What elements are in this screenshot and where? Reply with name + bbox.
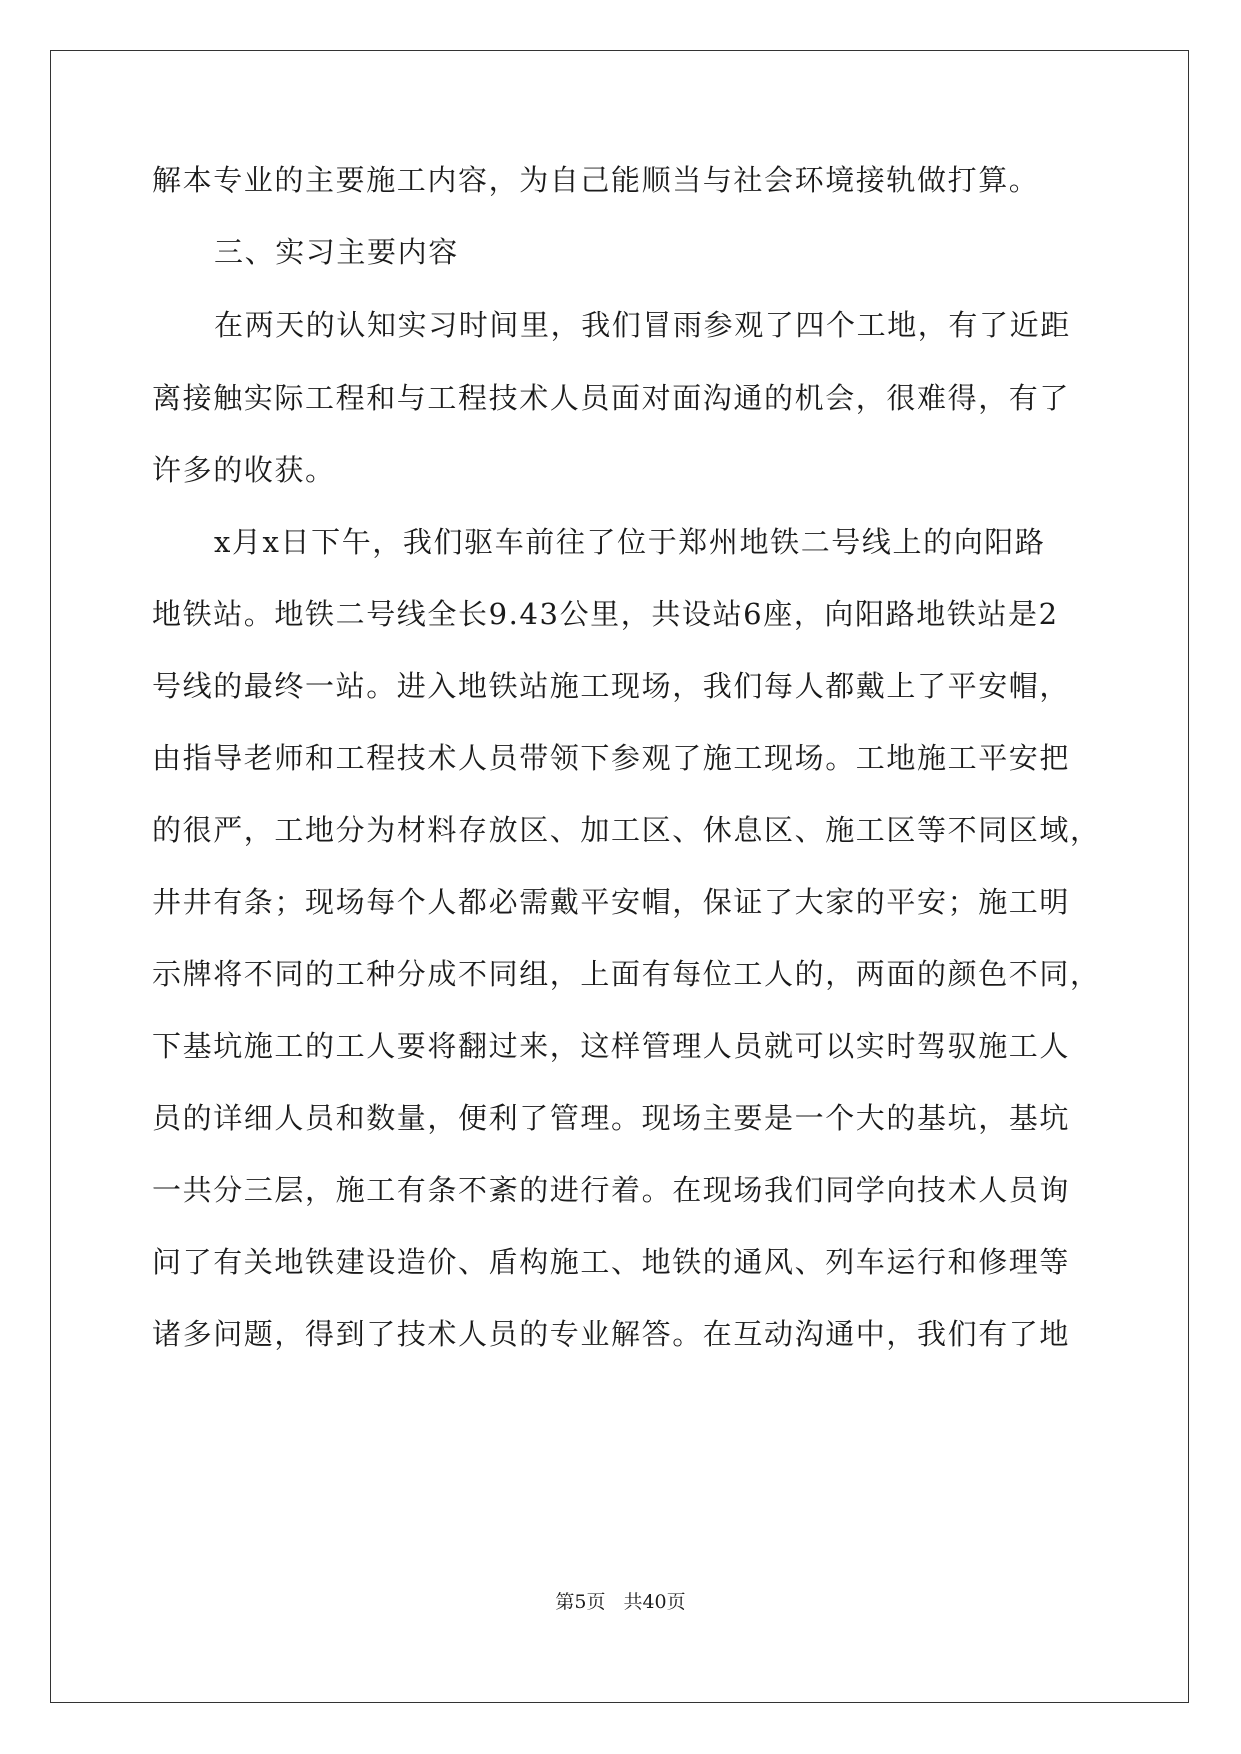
page-total: 共40页 — [623, 1591, 686, 1613]
text-line: 诸多问题，得到了技术人员的专业解答。在互动沟通中，我们有了地 — [152, 1317, 1071, 1351]
text-line: 解本专业的主要施工内容，为自己能顺当与社会环境接轨做打算。 — [152, 163, 1040, 197]
text-line: 员的详细人员和数量，便利了管理。现场主要是一个大的基坑，基坑 — [152, 1101, 1071, 1135]
text-line: 的很严，工地分为材料存放区、加工区、休息区、施工区等不同区域， — [152, 813, 1101, 847]
text-line: 问了有关地铁建设造价、盾构施工、地铁的通风、列车运行和修理等 — [152, 1245, 1071, 1279]
page-number: 第5页 — [555, 1591, 606, 1613]
text-line: 下基坑施工的工人要将翻过来，这样管理人员就可以实时驾驭施工人 — [152, 1029, 1071, 1063]
text-line: 一共分三层，施工有条不紊的进行着。在现场我们同学向技术人员询 — [152, 1173, 1071, 1207]
text-line: 地铁站。地铁二号线全长9.43公里，共设站6座，向阳路地铁站是2 — [152, 597, 1059, 631]
text-line: x月x日下午，我们驱车前往了位于郑州地铁二号线上的向阳路 — [214, 525, 1046, 559]
text-line: 在两天的认知实习时间里，我们冒雨参观了四个工地，有了近距 — [214, 308, 1071, 342]
text-line: 由指导老师和工程技术人员带领下参观了施工现场。工地施工平安把 — [152, 741, 1071, 775]
text-line: 示牌将不同的工种分成不同组，上面有每位工人的，两面的颜色不同， — [152, 957, 1101, 991]
text-line: 离接触实际工程和与工程技术人员面对面沟通的机会，很难得，有了 — [152, 381, 1071, 415]
page-border — [50, 50, 1189, 1703]
page-footer — [0, 1590, 1241, 1614]
text-line: 许多的收获。 — [152, 453, 336, 487]
text-line: 号线的最终一站。进入地铁站施工现场，我们每人都戴上了平安帽， — [152, 669, 1071, 703]
section-heading: 三、实习主要内容 — [214, 235, 459, 269]
text-line: 井井有条；现场每个人都必需戴平安帽，保证了大家的平安；施工明 — [152, 885, 1071, 919]
